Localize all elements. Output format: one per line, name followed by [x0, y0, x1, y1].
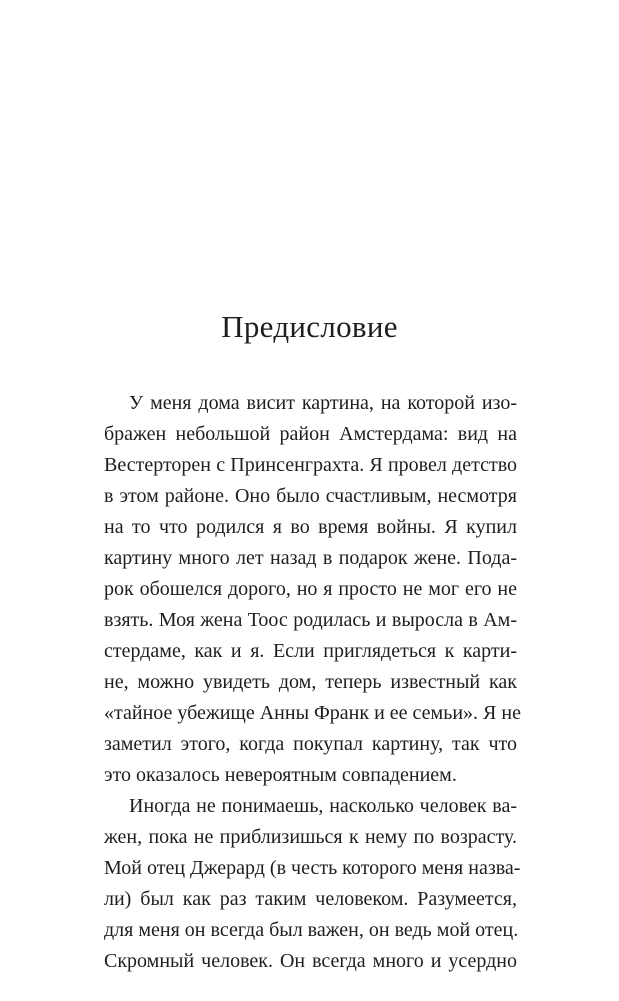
text-line: это оказалось невероятным совпадением.: [104, 764, 457, 786]
text-line: заметил этого, когда покупал картину, так что: [104, 733, 517, 755]
chapter-title: Предисловие: [221, 309, 398, 344]
text-line: Иногда не понимаешь, насколько человек ва-: [129, 795, 517, 817]
text-line: бражен небольшой район Амстердама: вид на: [104, 423, 517, 445]
text-line: Мой отец Джерард (в честь которого меня назва-: [104, 857, 521, 879]
text-line: стердаме, как и я. Если приглядеться к карти-: [104, 640, 517, 662]
text-line: Скромный человек. Он всегда много и усердно: [104, 950, 517, 972]
text-line: картину много лет назад в подарок жене. Пода-: [104, 547, 517, 569]
text-line: «тайное убежище Анны Франк и ее семьи». Я не: [104, 702, 521, 724]
text-line: Вестерторен с Принсенграхта. Я провел детство: [104, 454, 517, 476]
text-line: на то что родился я во время войны. Я купил: [104, 516, 517, 538]
text-line: рок обошелся дорого, но я просто не мог его не: [104, 578, 517, 600]
text-line: взять. Моя жена Тоос родилась и выросла в Ам-: [104, 609, 517, 631]
text-line: ли) был как раз таким человеком. Разумеется,: [104, 888, 517, 910]
text-line: У меня дома висит картина, на которой изо-: [129, 392, 517, 414]
text-line: в этом районе. Оно было счастливым, несмотря: [104, 485, 517, 507]
text-line: жен, пока не приблизишься к нему по возрасту.: [104, 826, 517, 848]
body-text: [104, 388, 521, 977]
text-line: для меня он всегда был важен, он ведь мой отец.: [104, 919, 519, 941]
text-line: не, можно увидеть дом, теперь известный как: [104, 671, 517, 693]
